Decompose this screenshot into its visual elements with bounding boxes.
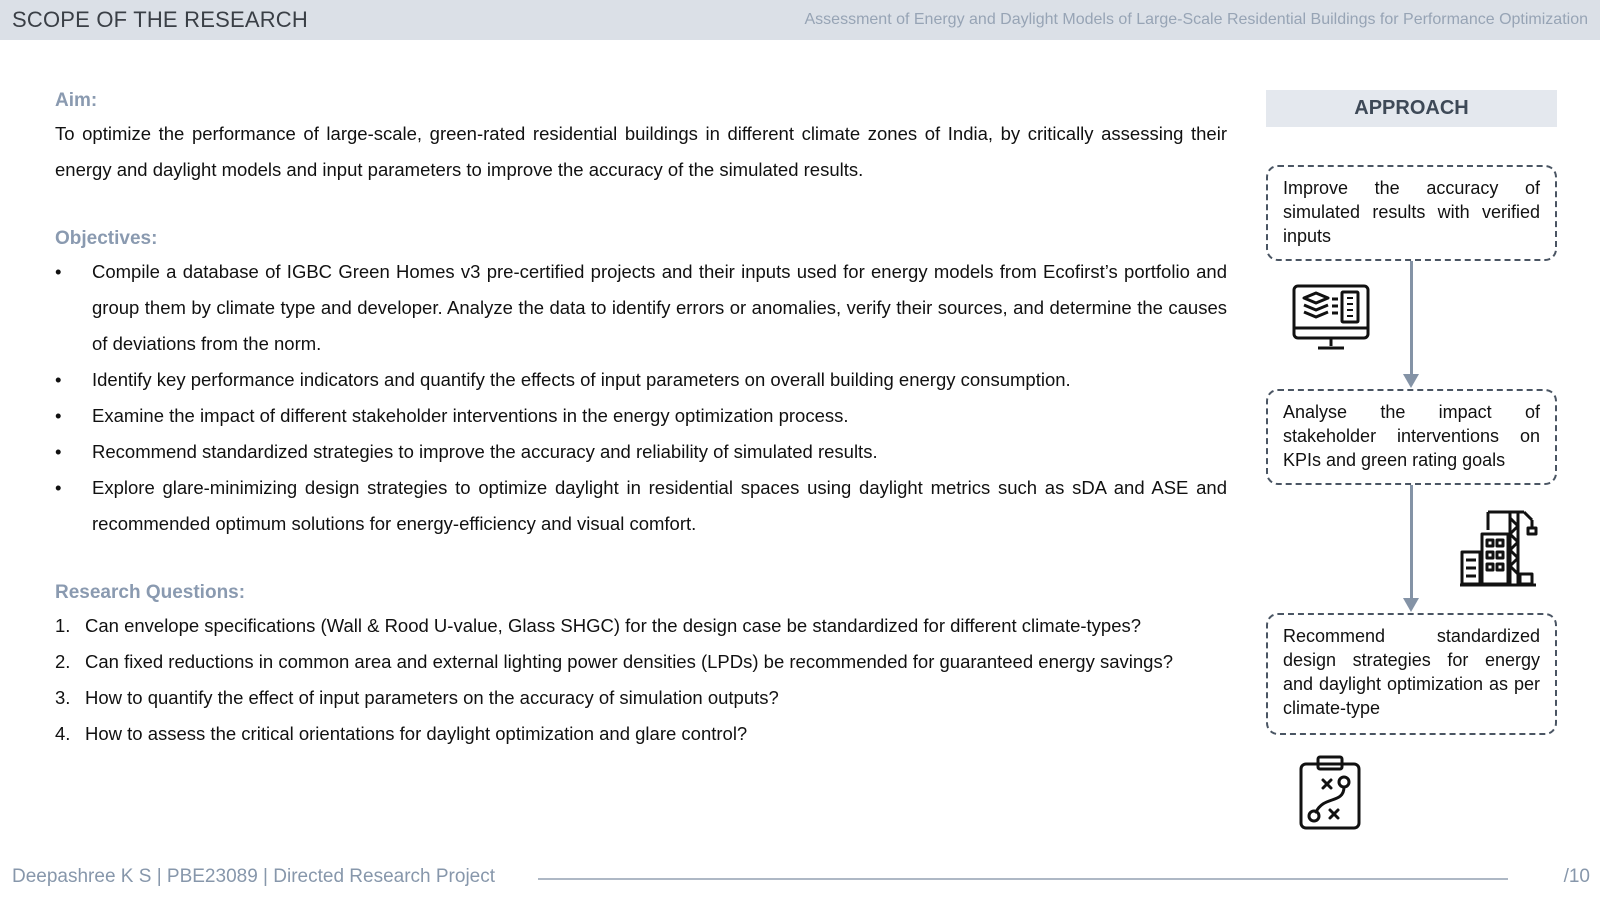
- bullet-marker: •: [55, 261, 62, 282]
- bullet-marker: •: [55, 477, 62, 498]
- objective-item: • Examine the impact of different stakeholder interventions in the energy optimization process.: [55, 398, 1227, 434]
- slide-header: [0, 0, 1600, 40]
- aim-text: To optimize the performance of large-scale, green-rated residential buildings in different climate zones of India, by critically assessing their energy and daylight models and input parameters to improve the accuracy of the simulated results.: [55, 123, 1227, 180]
- clipboard-strategy-icon: [1298, 754, 1362, 832]
- slide-title: SCOPE OF THE RESEARCH: [12, 7, 308, 32]
- bullet-marker: •: [55, 369, 62, 390]
- project-subtitle: Assessment of Energy and Daylight Models of Large-Scale Residential Buildings for Performance Optimization: [804, 11, 1588, 28]
- bullet-marker: •: [55, 405, 62, 426]
- objective-item: • Identify key performance indicators and quantify the effects of input parameters on overall building energy consumption.: [55, 362, 1227, 398]
- question-item: 1. Can envelope specifications (Wall & Rood U-value, Glass SHGC) for the design case be standardized for different climate-types?: [55, 615, 1142, 636]
- aim-heading: Aim:: [55, 90, 98, 111]
- objectives-list: [55, 254, 1227, 542]
- question-item: 3. How to quantify the effect of input parameters on the accuracy of simulation outputs?: [55, 687, 779, 708]
- footer-author: Deepashree K S | PBE23089 | Directed Research Project: [12, 866, 496, 887]
- footer-divider: [538, 878, 1508, 880]
- objective-item: • Recommend standardized strategies to improve the accuracy and reliability of simulated results.: [55, 434, 1227, 470]
- approach-step-2: Analyse the impact of stakeholder interventions on KPIs and green rating goals: [1266, 389, 1557, 485]
- research-questions-heading: Research Questions:: [55, 582, 246, 603]
- question-item: 4. How to assess the critical orientations for daylight optimization and glare control?: [55, 723, 748, 744]
- construction-building-icon: [1458, 508, 1538, 588]
- question-item: 2. Can fixed reductions in common area and external lighting power densities (LPDs) be recommended for guaranteed energy savings?: [55, 651, 1173, 672]
- page-number: /10: [1563, 866, 1590, 887]
- bullet-marker: •: [55, 441, 62, 462]
- objective-item: • Compile a database of IGBC Green Homes v3 pre-certified projects and their inputs used for energy models from Ecofirst’s portfolio and group them by climate type and developer. Analyze the data to identify errors or anomalies, verify their sources, and determine the causes of deviations from the norm.: [55, 254, 1227, 362]
- computer-monitor-icon: [1292, 284, 1370, 352]
- objective-item: • Explore glare-minimizing design strategies to optimize daylight in residential spaces using daylight metrics such as sDA and ASE and recommended optimum solutions for energy-efficiency and visual comfort.: [55, 470, 1227, 542]
- main-content: [55, 86, 1227, 752]
- approach-step-1: Improve the accuracy of simulated results with verified inputs: [1266, 165, 1557, 261]
- approach-title: APPROACH: [1266, 90, 1557, 127]
- objectives-heading: Objectives:: [55, 228, 158, 249]
- approach-step-3: Recommend standardized design strategies for energy and daylight optimization as per climate-type: [1266, 613, 1557, 735]
- flow-arrow: [1410, 485, 1413, 598]
- flow-arrow: [1410, 261, 1413, 374]
- research-questions-list: [55, 608, 1227, 752]
